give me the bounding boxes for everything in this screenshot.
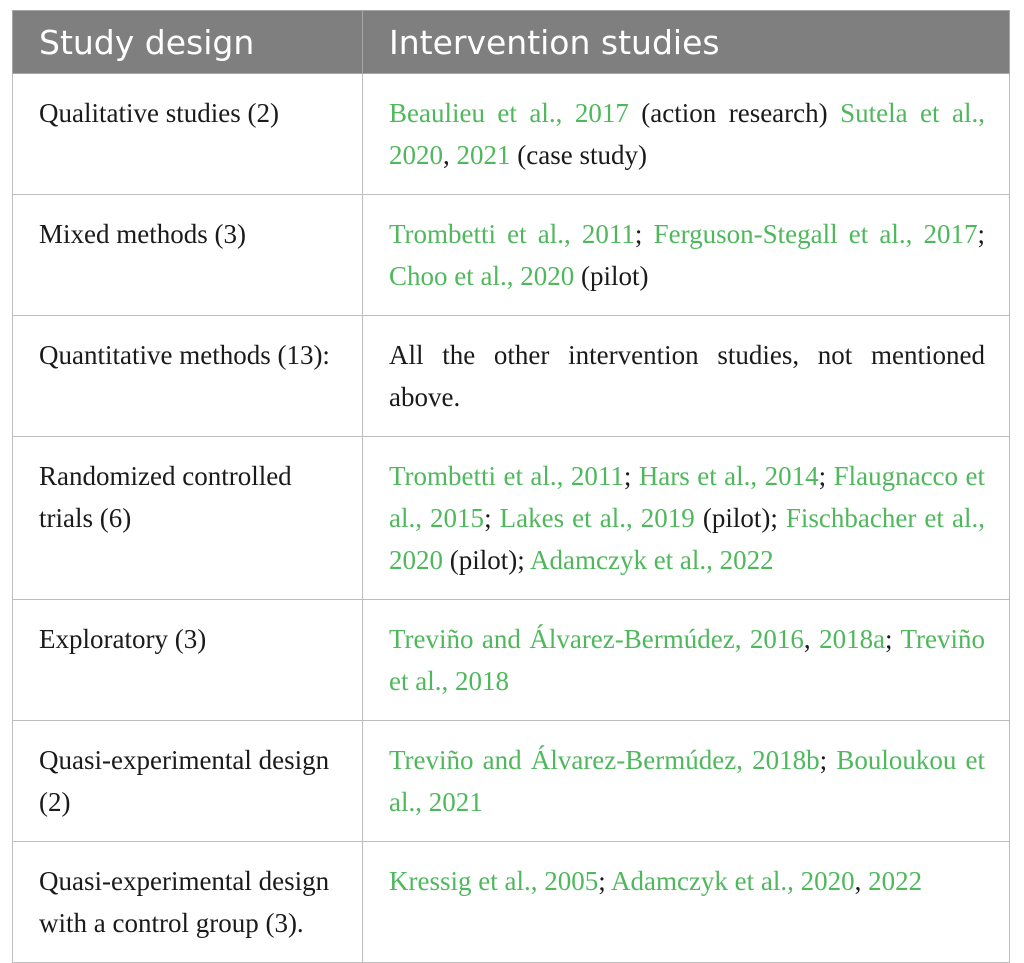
reference-link[interactable]: Trombetti et al., 2011 bbox=[389, 219, 635, 249]
reference-link[interactable]: Adamczyk et al., 2020 bbox=[610, 866, 855, 896]
citation-text: , bbox=[443, 140, 457, 170]
intervention-studies-cell bbox=[363, 437, 1010, 600]
header-study-design: Study design bbox=[13, 11, 363, 74]
intervention-studies-cell bbox=[363, 721, 1010, 842]
reference-link[interactable]: Sutela et al., 2020 bbox=[389, 98, 985, 170]
intervention-studies-cell bbox=[363, 195, 1010, 316]
table-row bbox=[13, 316, 1010, 437]
citation-text: ; bbox=[885, 624, 901, 654]
study-design-cell: Randomized controlled trials (6) bbox=[13, 437, 363, 600]
intervention-studies-cell bbox=[363, 316, 1010, 437]
table-body bbox=[13, 74, 1010, 963]
table-row bbox=[13, 437, 1010, 600]
study-design-cell: Quantitative methods (13): bbox=[13, 316, 363, 437]
citation-text: ; bbox=[598, 866, 611, 896]
reference-link[interactable]: Treviño and Álvarez-Bermúdez, 2018b bbox=[389, 745, 820, 775]
citation-text: , bbox=[803, 624, 820, 654]
table-header bbox=[13, 11, 1010, 74]
citation-text: ; bbox=[623, 461, 639, 491]
citation-text: (action research) bbox=[628, 98, 841, 128]
study-design-cell: Quasi-experimental design with a control group (3). bbox=[13, 842, 363, 963]
table-row bbox=[13, 600, 1010, 721]
table-row bbox=[13, 842, 1010, 963]
reference-link[interactable]: 2018a bbox=[819, 624, 886, 654]
header-intervention-studies: Intervention studies bbox=[363, 11, 1010, 74]
citation-text: , bbox=[854, 866, 869, 896]
study-design-cell: Quasi-experimental design (2) bbox=[13, 721, 363, 842]
citation-text: ; bbox=[634, 219, 654, 249]
reference-link[interactable]: Treviño et al., 2018 bbox=[389, 624, 986, 696]
intervention-studies-cell bbox=[363, 74, 1010, 195]
reference-link[interactable]: 2021 bbox=[456, 140, 511, 170]
reference-link[interactable]: Adamczyk et al., 2022 bbox=[530, 545, 774, 575]
reference-link[interactable]: Hars et al., 2014 bbox=[638, 461, 819, 491]
table-row bbox=[13, 195, 1010, 316]
citation-text: (pilot); bbox=[694, 503, 786, 533]
citation-text: ; bbox=[977, 219, 985, 249]
reference-link[interactable]: Kressig et al., 2005 bbox=[389, 866, 599, 896]
citation-text: (case study) bbox=[510, 140, 647, 170]
reference-link[interactable]: Ferguson-Stegall et al., 2017 bbox=[653, 219, 978, 249]
study-design-cell: Qualitative studies (2) bbox=[13, 74, 363, 195]
citation-text: ; bbox=[819, 745, 837, 775]
study-design-table bbox=[12, 10, 1010, 963]
citation-text: (pilot); bbox=[443, 545, 530, 575]
intervention-studies-cell bbox=[363, 600, 1010, 721]
citation-text: All the other intervention studies, not mentioned above. bbox=[389, 340, 985, 412]
citation-text: ; bbox=[818, 461, 834, 491]
reference-link[interactable]: Trombetti et al., 2011 bbox=[389, 461, 624, 491]
citation-text: (pilot) bbox=[574, 261, 649, 291]
table-row bbox=[13, 74, 1010, 195]
reference-link[interactable]: Treviño and Álvarez-Bermúdez, 2016 bbox=[389, 624, 804, 654]
reference-link[interactable]: Flaugnacco et al., 2015 bbox=[389, 461, 985, 533]
reference-link[interactable]: Choo et al., 2020 bbox=[389, 261, 575, 291]
study-design-cell: Exploratory (3) bbox=[13, 600, 363, 721]
reference-link[interactable]: 2022 bbox=[868, 866, 923, 896]
table-row bbox=[13, 721, 1010, 842]
reference-link[interactable]: Lakes et al., 2019 bbox=[499, 503, 695, 533]
study-design-cell: Mixed methods (3) bbox=[13, 195, 363, 316]
reference-link[interactable]: Bouloukou et al., 2021 bbox=[389, 745, 985, 817]
reference-link[interactable]: Fischbacher et al., 2020 bbox=[389, 503, 985, 575]
header-row bbox=[13, 11, 1010, 74]
citation-text: ; bbox=[484, 503, 500, 533]
reference-link[interactable]: Beaulieu et al., 2017 bbox=[389, 98, 629, 128]
intervention-studies-cell bbox=[363, 842, 1010, 963]
